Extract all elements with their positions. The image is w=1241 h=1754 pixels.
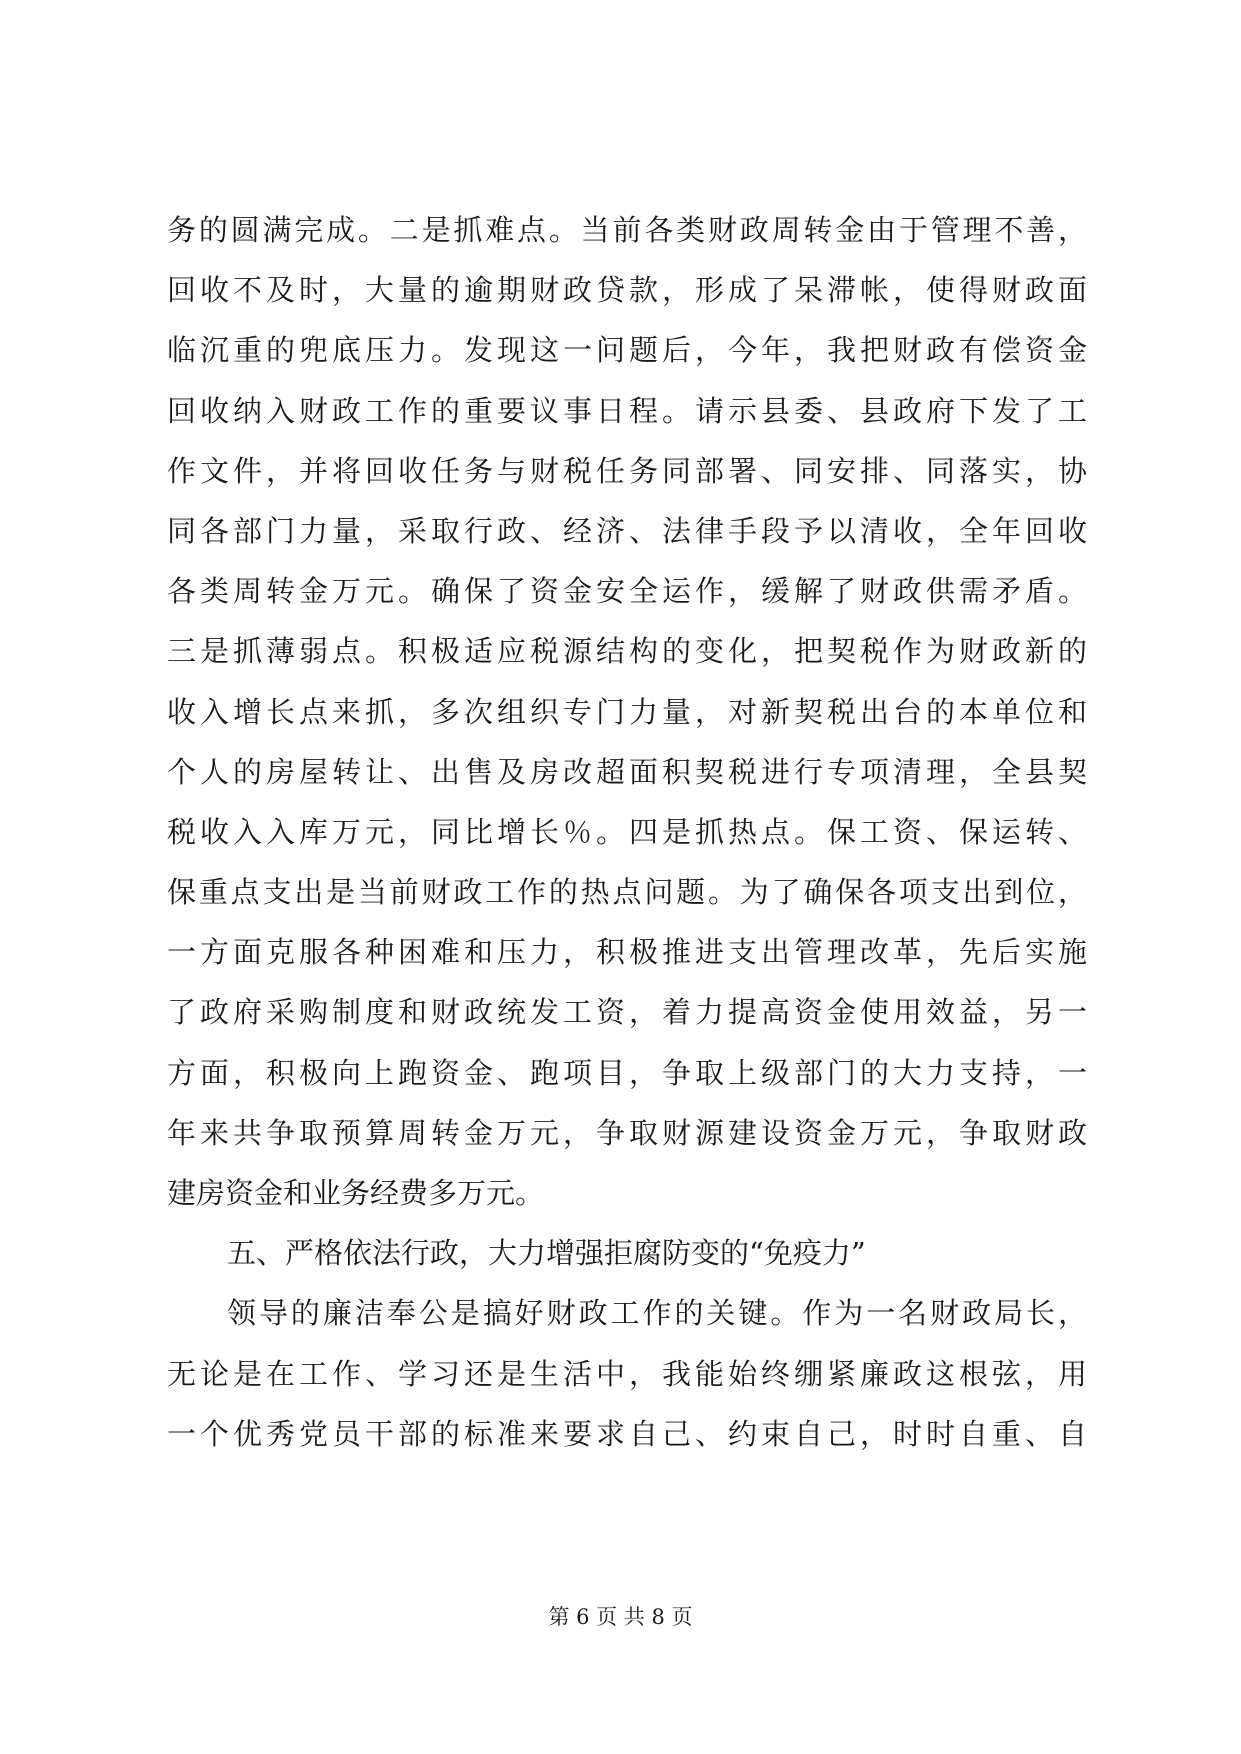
paragraph-line: 回收不及时，大量的逾期财政贷款，形成了呆滞帐，使得财政面 — [167, 273, 1087, 308]
paragraph-line: 无论是在工作、学习还是生活中，我能始终绷紧廉政这根弦，用 — [167, 1356, 1087, 1391]
paragraph-line: 一个优秀党员干部的标准来要求自己、约束自己，时时自重、自 — [167, 1416, 1087, 1451]
paragraph-line: 务的圆满完成。二是抓难点。当前各类财政周转金由于管理不善， — [167, 213, 1087, 247]
paragraph-line: 作文件，并将回收任务与财税任务同部署、同安排、同落实，协 — [167, 453, 1087, 488]
paragraph-line: 领导的廉洁奉公是搞好财政工作的关键。作为一名财政局长， — [227, 1296, 1087, 1331]
paragraph-line: 了政府采购制度和财政统发工资，着力提高资金使用效益，另一 — [167, 995, 1087, 1030]
section-heading: 五、严格依法行政，大力增强拒腐防变的“免疫力” — [227, 1236, 866, 1271]
paragraph-line: 一方面克服各种困难和压力，积极推进支出管理改革，先后实施 — [167, 935, 1087, 970]
document-body — [167, 200, 1087, 1464]
paragraph-line: 方面，积极向上跑资金、跑项目，争取上级部门的大力支持，一 — [167, 1055, 1087, 1090]
paragraph-line: 税收入入库万元，同比增长％。四是抓热点。保工资、保运转、 — [167, 814, 1087, 849]
paragraph-line: 同各部门力量，采取行政、经济、法律手段予以清收，全年回收 — [167, 513, 1087, 548]
paragraph-line: 回收纳入财政工作的重要议事日程。请示县委、县政府下发了工 — [167, 393, 1087, 428]
paragraph-line: 个人的房屋转让、出售及房改超面积契税进行专项清理，全县契 — [167, 754, 1087, 789]
paragraph-line: 临沉重的兜底压力。发现这一问题后，今年，我把财政有偿资金 — [167, 333, 1087, 368]
paragraph-line: 保重点支出是当前财政工作的热点问题。为了确保各项支出到位， — [167, 875, 1087, 910]
page-footer: 第 6 页 共 8 页 — [548, 1605, 693, 1629]
paragraph-line: 收入增长点来抓，多次组织专门力量，对新契税出台的本单位和 — [167, 694, 1087, 729]
paragraph-line: 三是抓薄弱点。积极适应税源结构的变化，把契税作为财政新的 — [167, 634, 1087, 669]
paragraph-line: 建房资金和业务经费多万元。 — [167, 1176, 545, 1210]
paragraph-line: 年来共争取预算周转金万元，争取财源建设资金万元，争取财政 — [167, 1115, 1087, 1150]
paragraph-line: 各类周转金万元。确保了资金安全运作，缓解了财政供需矛盾。 — [167, 574, 1087, 609]
